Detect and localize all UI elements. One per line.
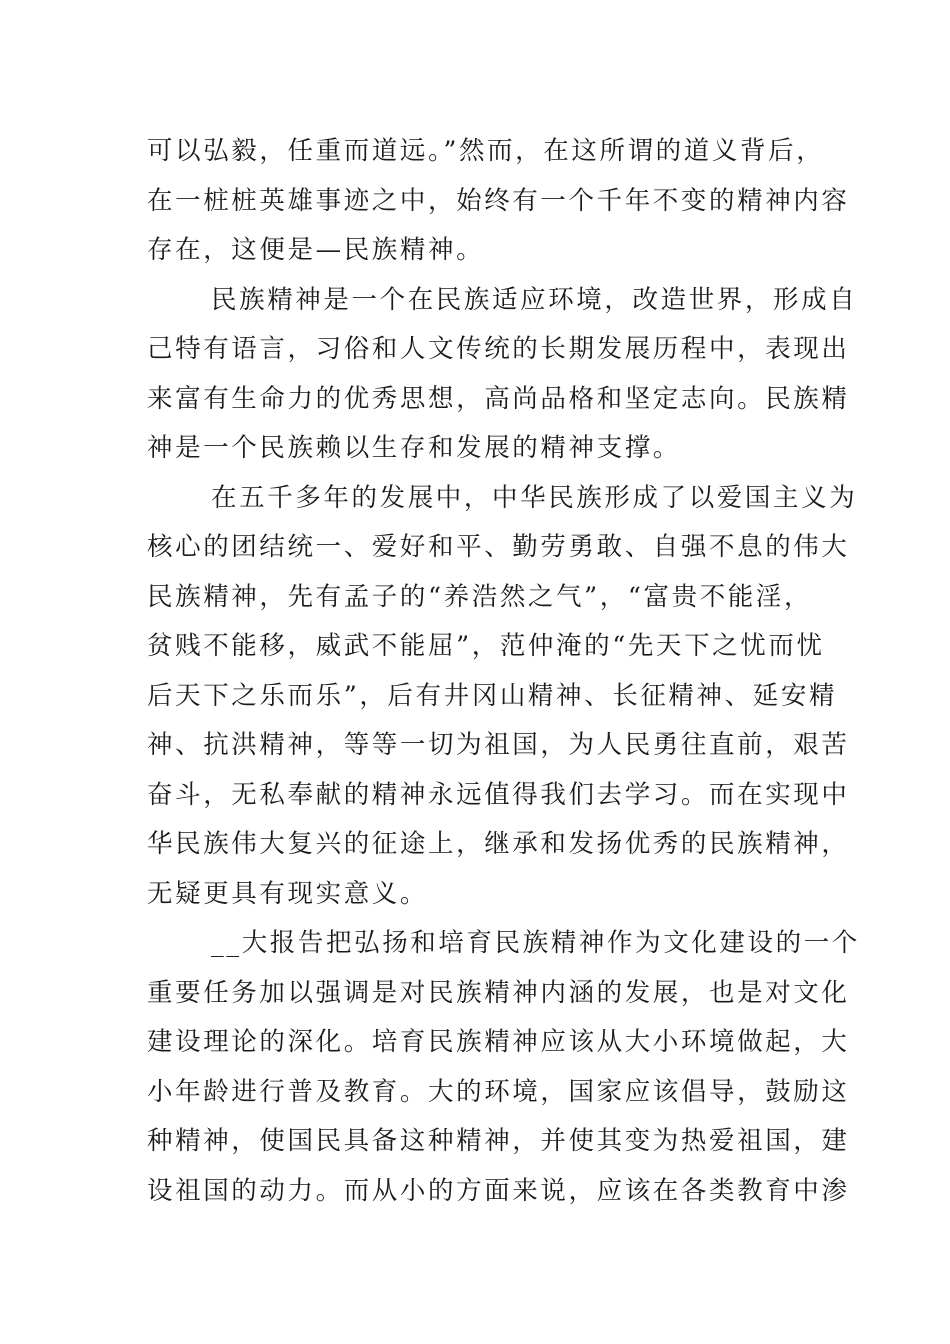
document-body xyxy=(147,127,860,1216)
text-line: 重要任务加以强调是对民族精神内涵的发展，也是对文化 xyxy=(147,977,850,1008)
text-line: 在一桩桩英雄事迹之中，始终有一个千年不变的精神内容 xyxy=(147,185,850,216)
paragraph-first-line: __大报告把弘扬和培育民族精神作为文化建设的一个 xyxy=(211,928,860,958)
text-line: 设祖国的动力。而从小的方面来说，应该在各类教育中渗 xyxy=(147,1175,850,1206)
text-line: 存在，这便是—民族精神。 xyxy=(147,235,485,265)
text-line: 神是一个民族赖以生存和发展的精神支撑。 xyxy=(147,433,681,463)
text-line: 神、抗洪精神，等等一切为祖国，为人民勇往直前，艰苦 xyxy=(147,730,850,760)
text-line: 奋斗，无私奉献的精神永远值得我们去学习。而在实现中 xyxy=(147,779,850,810)
text-line: 建设理论的深化。培育民族精神应该从大小环境做起，大 xyxy=(147,1027,850,1057)
text-line: 后天下之乐而乐”，后有井冈山精神、长征精神、延安精 xyxy=(147,680,838,711)
text-line: 己特有语言，习俗和人文传统的长期发展历程中，表现出 xyxy=(147,334,850,364)
text-line: 无疑更具有现实意义。 xyxy=(147,878,429,909)
text-line: 贫贱不能移，威武不能屈”，范仲淹的“先天下之忧而忧 xyxy=(147,631,825,661)
text-line: 核心的团结统一、爱好和平、勤劳勇敢、自强不息的伟大 xyxy=(147,532,850,562)
text-line: 可以弘毅，任重而道远。”然而，在这所谓的道义背后， xyxy=(147,136,825,166)
text-line: 华民族伟大复兴的征途上，继承和发扬优秀的民族精神， xyxy=(147,829,850,859)
paragraph-first-line: 在五千多年的发展中，中华民族形成了以爱国主义为 xyxy=(211,482,858,513)
text-line: 来富有生命力的优秀思想，高尚品格和坚定志向。民族精 xyxy=(147,383,850,414)
text-line: 小年龄进行普及教育。大的环境，国家应该倡导，鼓励这 xyxy=(147,1076,850,1107)
text-line: 种精神，使国民具备这种精神，并使其变为热爱祖国，建 xyxy=(147,1126,850,1156)
paragraph-first-line: 民族精神是一个在民族适应环境，改造世界，形成自 xyxy=(211,284,858,315)
text-line: 民族精神，先有孟子的“养浩然之气”，“富贵不能淫， xyxy=(147,581,813,612)
